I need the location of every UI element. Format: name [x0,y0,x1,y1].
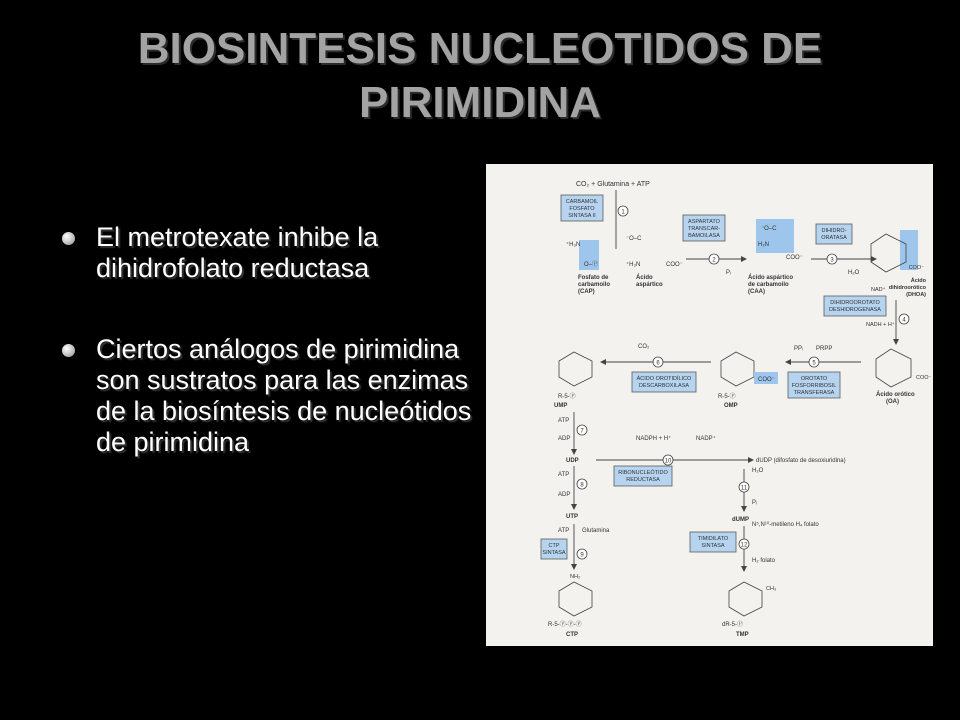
diagram-label: TMP [736,632,749,638]
diagram-label: OMP [724,403,738,409]
diagram-label: de carbamoilo [748,282,789,288]
diagram-label: Glutamina [582,528,610,534]
slide-title-line-2: PIRIMIDINA [359,78,601,127]
slide-title [40,22,920,130]
svg-text:⁻O–C: ⁻O–C [761,226,777,232]
diagram-label: 6 [656,360,660,367]
diagram-label: UMP [554,403,568,409]
svg-text:COO⁻: COO⁻ [666,262,683,268]
pathway-diagram [486,164,933,646]
diagram-label: PRPP [816,346,833,352]
diagram-label: 7 [580,428,584,435]
svg-text:COO⁻: COO⁻ [786,255,803,261]
diagram-label: (DHOA) [906,292,926,298]
diagram-label: dihidroorótico [888,285,926,291]
diagram-label: 8 [580,482,584,489]
diagram-label: 10 [664,458,672,465]
diagram-label: ASPARTATO [688,219,720,225]
svg-text:H₂N: H₂N [758,242,769,248]
diagram-label: ATP [558,472,570,478]
diagram-label: ADP [558,492,571,498]
diagram-label: 12 [740,542,748,549]
diagram-label: H₂O [848,270,860,276]
svg-text:O–Ⓟ: O–Ⓟ [584,262,599,268]
bullet-dot-icon [62,344,75,357]
diagram-label: N⁵,N¹⁰-metileno H₄ folato [752,522,819,528]
substrates-top: CO₂ + Glutamina + ATP [576,181,650,188]
diagram-label: DESCARBOXILASA [638,383,690,389]
enzyme-box-ctps [541,539,567,559]
svg-text:⁻O–C: ⁻O–C [626,236,642,242]
enzyme-label: SINTASA II [568,213,596,219]
compound-label: Ácido [636,275,653,281]
diagram-label: NAD⁺ [871,287,886,293]
enzyme-box-dho [816,224,852,244]
diagram-label: CO₂ [638,344,650,350]
compound-label: (CAP) [578,289,595,295]
diagram-label: DIHIDRO- [821,228,847,234]
svg-text:COO⁻: COO⁻ [758,377,775,383]
diagram-label: DIHIDROOROTATO [830,300,880,306]
svg-text:⁺H₃N: ⁺H₃N [626,262,641,268]
diagram-label: FOSFORRIBOSIL [791,383,837,389]
bullet-list [58,222,478,508]
diagram-label: REDUCTASA [626,477,660,483]
diagram-label: CTP [548,543,560,549]
diagram-label: TIMIDILATO [697,536,729,542]
diagram-label: 11 [740,485,748,492]
compound-label: aspártico [636,282,663,288]
enzyme-label: FOSFATO [569,206,595,212]
diagram-label: R-5-Ⓟ [718,394,736,400]
diagram-label: Ácido aspártico [748,275,794,281]
enzyme-box-odc [632,372,696,392]
svg-text:CH₃: CH₃ [766,586,777,592]
diagram-label: Ácido orótico [876,392,915,398]
compound-label: Fosfato de [578,275,609,281]
diagram-label: H₂ folato [752,558,776,564]
diagram-label: TRANSCAR- [687,226,721,232]
diagram-label: DESHIDROGENASA [829,307,881,313]
diagram-label: BAMOILASA [688,233,720,239]
enzyme-box-ts [690,532,736,552]
diagram-label: (CAA) [748,289,765,295]
bullet-item [58,222,478,284]
diagram-label: OROTATO [800,376,828,382]
diagram-label: UDP [566,458,579,464]
diagram-label: TRANSFERASA [793,390,835,396]
diagram-label: 5 [812,360,816,367]
diagram-label: UTP [566,514,578,520]
diagram-label: dR-5-Ⓟ [722,622,744,628]
diagram-label: PPᵢ [794,346,803,352]
svg-text:⁺H₃N: ⁺H₃N [566,242,581,248]
diagram-label: NADP⁺ [696,436,716,442]
diagram-label: R-5-Ⓟ [558,394,576,400]
diagram-label: SINTASA [542,550,566,556]
diagram-label: 9 [580,552,584,559]
enzyme-label: CARBAMOIL [565,199,599,205]
svg-text:NH₂: NH₂ [570,574,581,580]
svg-text:COO⁻: COO⁻ [908,265,924,271]
pyrimidine-pathway-figure [486,164,933,646]
diagram-label: dUMP [732,517,749,523]
diagram-label: ORATASA [821,235,847,241]
diagram-label: Pᵢ [726,270,731,276]
diagram-label: CTP [566,632,578,638]
diagram-label: ADP [558,436,571,442]
diagram-label: ATP [558,418,570,424]
step-number: 1 [621,209,625,216]
diagram-label: Pᵢ [752,500,757,506]
bullet-text: El metrotexate inhibe la dihidrofolato reductasa [96,222,379,283]
diagram-label: ATP [558,528,570,534]
diagram-label: dUDP (difosfato de desoxiuridina) [756,458,846,464]
diagram-label: R-5-Ⓟ-Ⓟ-Ⓟ [548,622,582,628]
diagram-label: ÁCIDO OROTIDÍLICO [636,376,692,382]
diagram-label: (OA) [886,399,899,405]
diagram-label: Ácido [910,278,926,284]
diagram-label: NADH + H⁺ [866,322,895,328]
bullet-text: Ciertos análogos de pirimidina son sustratos para las enzimas de la biosíntesis de nucleótidos de pirimidina [96,334,472,457]
enzyme-box-rnr [614,466,672,486]
enzyme-box-dhodh [824,296,886,316]
bullet-dot-icon [62,232,75,245]
diagram-label: 2 [712,257,716,264]
svg-text:COO⁻: COO⁻ [916,375,932,381]
slide-title-line-1: BIOSINTESIS NUCLEOTIDOS DE [137,24,823,73]
diagram-label: NADPH + H⁺ [636,436,672,442]
diagram-label: SINTASA [701,543,725,549]
bullet-item [58,334,478,458]
compound-label: carbamoilo [578,282,611,288]
diagram-label: RIBONUCLEÓTIDO [618,470,668,476]
diagram-label: H₂O [752,468,764,474]
diagram-label: 4 [902,317,906,324]
diagram-label: 3 [830,257,834,264]
